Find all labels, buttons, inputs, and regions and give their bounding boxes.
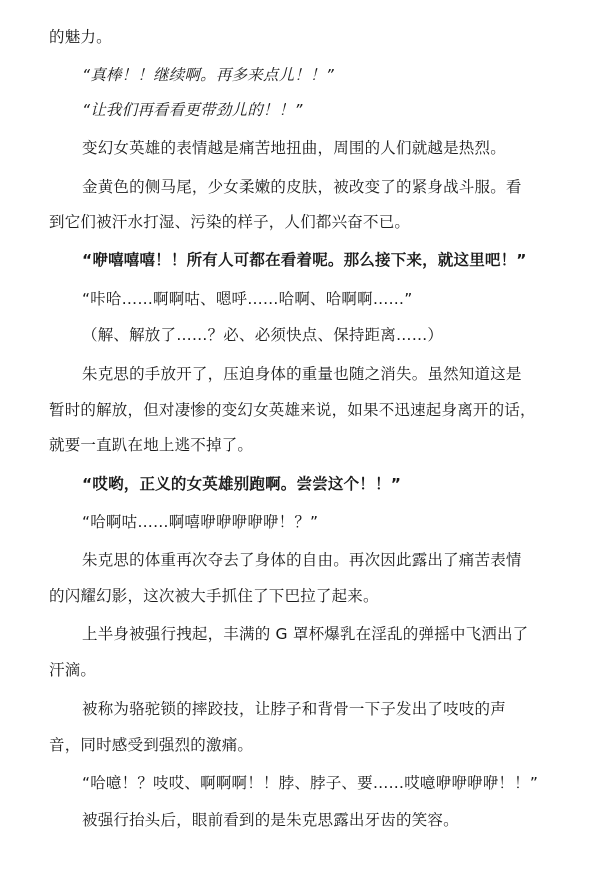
text-line: 音，同时感受到强烈的激痛。 (49, 736, 254, 754)
text-line: 就要一直趴在地上逃不掉了。 (49, 436, 254, 454)
text-line: 朱克思的手放开了，压迫身体的重量也随之消失。虽然知道这是 (82, 365, 522, 383)
dialogue-line: “真棒！！继续啊。再多来点儿！！” (82, 66, 334, 84)
text-line: 被称为骆驼锁的摔跤技，让脖子和背骨一下子发出了吱吱的声 (82, 700, 506, 718)
text-line: 上半身被强行拽起，丰满的 G 罩杯爆乳在淫乱的弹摇中飞洒出了 (82, 625, 529, 643)
dialogue-line: “咔哈……啊啊咕、嗯呼……哈啊、哈啊啊……” (82, 290, 413, 308)
text-line: 的魅力。 (49, 28, 112, 46)
dialogue-line: “哈啊咕……啊嘻咿咿咿咿咿！？” (82, 513, 319, 531)
text-line: 到它们被汗水打湿、污染的样子，人们都兴奋不已。 (49, 213, 411, 231)
text-line: 的闪耀幻影，这次被大手抓住了下巴拉了起来。 (49, 587, 379, 605)
text-line: 被强行抬头后，眼前看到的是朱克思露出牙齿的笑容。 (82, 811, 459, 829)
dialogue-line: “让我们再看看更带劲儿的！！” (82, 101, 303, 119)
dialogue-line: “哎哟，正义的女英雄别跑啊。尝尝这个！！” (82, 475, 402, 493)
thought-line: （解、解放了……？必、必须快点、保持距离……） (82, 326, 444, 344)
text-line: 暂时的解放，但对凄惨的变幻女英雄来说，如果不迅速起身离开的话， (49, 401, 536, 419)
text-line: 变幻女英雄的表情越是痛苦地扭曲，周围的人们就越是热烈。 (82, 139, 506, 157)
text-line: 朱克思的体重再次夺去了身体的自由。再次因此露出了痛苦表情 (82, 551, 522, 569)
dialogue-line: “哈噫！？吱哎、啊啊啊！！脖、脖子、要……哎噫咿咿咿咿！！” (82, 774, 539, 792)
dialogue-line: “咿嘻嘻嘻！！所有人可都在看着呢。那么接下来，就这里吧！” (82, 251, 527, 269)
text-line: 金黄色的侧马尾，少女柔嫩的皮肤，被改变了的紧身战斗服。看 (82, 178, 522, 196)
text-line: 汗滴。 (49, 661, 97, 679)
